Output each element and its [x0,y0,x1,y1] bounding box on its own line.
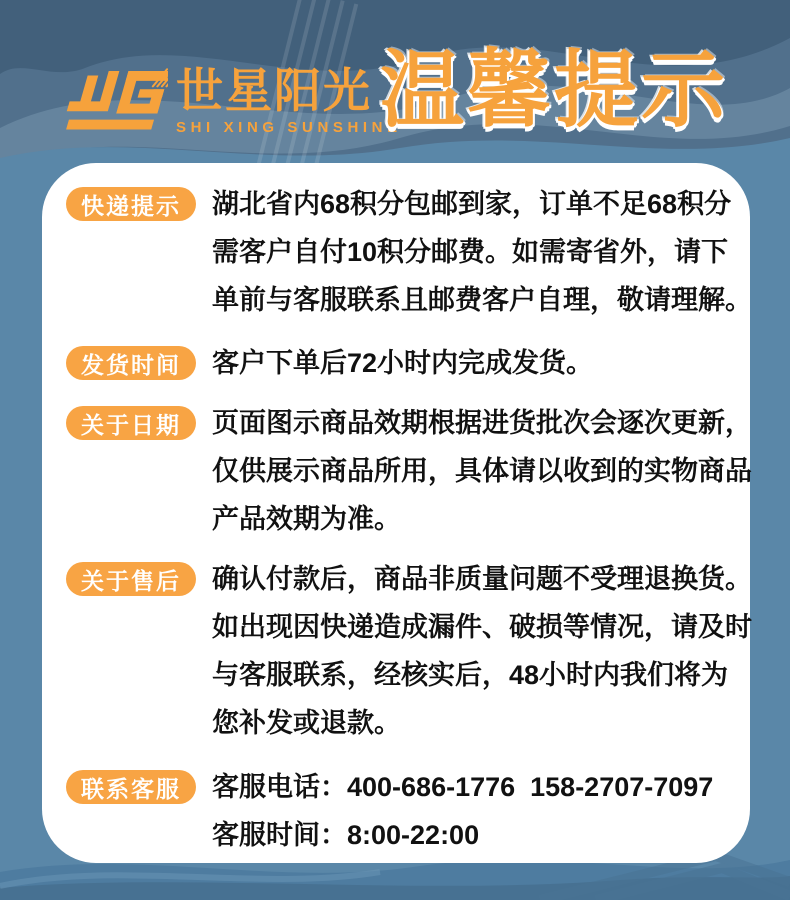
notice-line: 产品效期为准。 [212,504,401,534]
section-label-badge: 联系客服 [66,770,196,804]
notice-line: 确认付款后，商品非质量问题不受理退换货。 [212,564,752,594]
notice-line: 湖北省内68积分包邮到家，订单不足68积分 [212,189,732,219]
notice-line: 页面图示商品效期根据进货批次会逐次更新， [212,408,752,438]
notice-card [42,163,750,863]
notice-line: 需客户自付10积分邮费。如需寄省外，请下 [212,237,729,267]
section-label-badge: 快递提示 [66,187,196,221]
notice-line: 仅供展示商品所用，具体请以收到的实物商品 [212,456,752,486]
notice-line: 如出现因快递造成漏件、破损等情况，请及时 [212,612,752,642]
notice-section [66,180,752,324]
notice-sections [66,180,752,859]
notice-section [66,555,752,747]
section-label-badge: 发货时间 [66,346,196,380]
notice-line: 客户下单后72小时内完成发货。 [212,348,594,378]
notice-line: 您补发或退款。 [212,708,401,738]
brand-logo [54,58,402,144]
notice-line: 客服时间：8:00-22:00 [212,820,480,850]
brand-text [176,66,402,136]
brand-monogram-icon [54,58,168,144]
brand-name-en: SHI XING SUNSHINE [176,119,402,137]
brand-name-cn: 世星阳光 [176,64,372,117]
section-text [212,555,752,747]
notice-section [66,339,738,387]
notice-line: 与客服联系，经核实后，48小时内我们将为 [212,660,729,690]
notice-line: 客服电话：400-686-1776 158-2707-7097 [212,772,714,802]
section-text [212,763,713,859]
section-text [212,180,752,324]
section-label-badge: 关于售后 [66,562,196,596]
section-label-badge: 关于日期 [66,406,196,440]
notice-line: 单前与客服联系且邮费客户自理，敬请理解。 [212,285,752,315]
notice-section [66,763,738,859]
notice-section [66,399,752,543]
banner-title: 温馨提示 [380,43,729,137]
section-text [212,339,593,387]
section-text [212,399,752,543]
